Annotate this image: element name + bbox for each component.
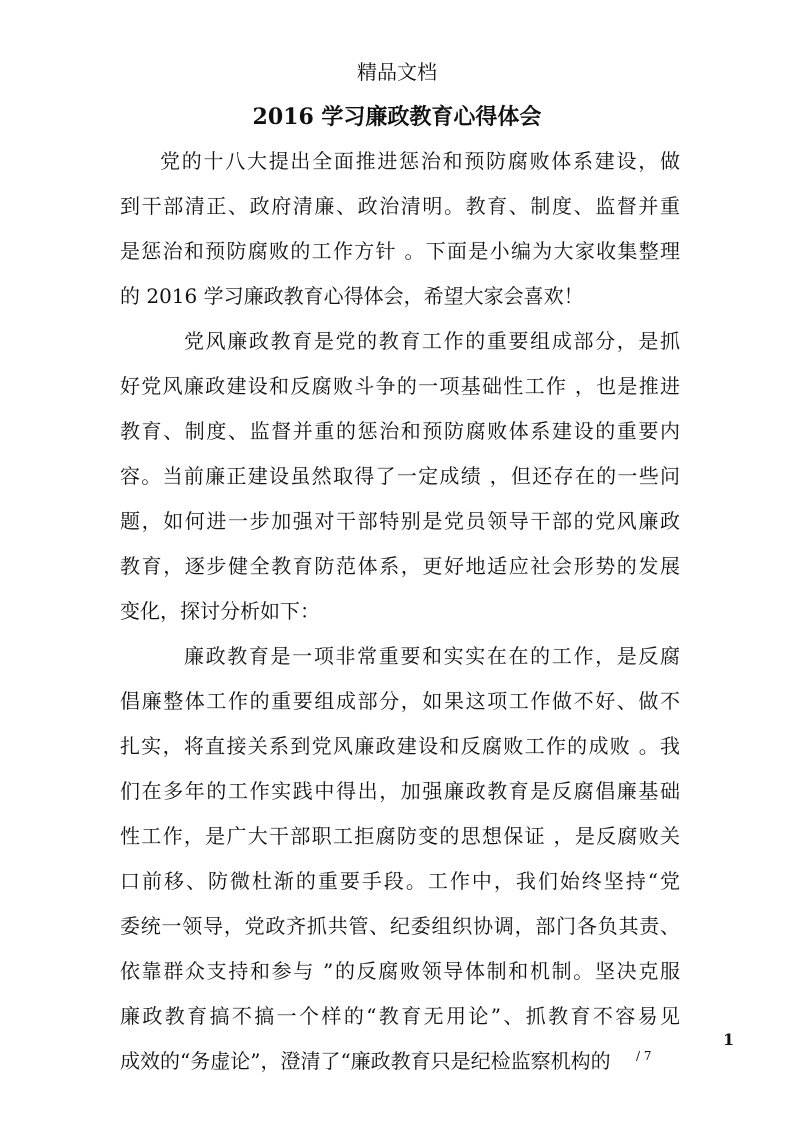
- paragraph-line: 依靠群众支持和参与 ”的反腐败领导体制和机制。坚决克服: [120, 959, 680, 983]
- paragraph-line: 好党风廉政建设和反腐败斗争的一项基础性工作 ，也是推进: [120, 374, 680, 398]
- paragraph-1: [120, 139, 680, 319]
- paragraph-line: 扎实，将直接关系到党风廉政建设和反腐败工作的成败 。我: [120, 734, 680, 758]
- paragraph-line: 党风廉政教育是党的教育工作的重要组成部分，是抓: [184, 329, 680, 353]
- paragraph-line: 的 2016 学习廉政教育心得体会，希望大家会喜欢！: [120, 284, 584, 308]
- paragraph-line: 党的十八大提出全面推进惩治和预防腐败体系建设，做: [160, 149, 680, 173]
- document-title: 2016 学习廉政教育心得体会: [252, 104, 542, 130]
- paragraph-line: 到干部清正、政府清廉、政治清明。教育、制度、监督并重: [120, 194, 680, 218]
- document-body: [120, 139, 680, 1084]
- paragraph-line: 成效的“务虚论”，澄清了“廉政教育只是纪检监察机构的: [120, 1049, 611, 1073]
- paragraph-line: 性工作，是广大干部职工拒腐防变的思想保证 ，是反腐败关: [120, 824, 680, 848]
- document-header: 精品文档: [357, 60, 437, 84]
- paragraph-line: 倡廉整体工作的重要组成部分，如果这项工作做不好、做不: [120, 689, 680, 713]
- paragraph-line: 们在多年的工作实践中得出，加强廉政教育是反腐倡廉基础: [120, 779, 680, 803]
- paragraph-line: 教育、制度、监督并重的惩治和预防腐败体系建设的重要内: [120, 419, 680, 443]
- paragraph-line: 教育，逐步健全教育防范体系，更好地适应社会形势的发展: [120, 554, 680, 578]
- page-total: / 7: [636, 1049, 652, 1063]
- paragraph-line: 题，如何进一步加强对干部特别是党员领导干部的党风廉政: [120, 509, 680, 533]
- paragraph-2: [120, 319, 680, 634]
- page-number: 1: [723, 1030, 735, 1049]
- paragraph-3: [120, 634, 680, 1084]
- paragraph-line: 委统一领导，党政齐抓共管、纪委组织协调，部门各负其责、: [120, 914, 680, 938]
- paragraph-line: 变化，探讨分析如下：: [120, 599, 320, 623]
- paragraph-line: 廉政教育是一项非常重要和实实在在的工作，是反腐: [184, 644, 680, 668]
- paragraph-line: 容。当前廉正建设虽然取得了一定成绩 ，但还存在的一些问: [120, 464, 680, 488]
- paragraph-line: 是惩治和预防腐败的工作方针 。下面是小编为大家收集整理: [120, 239, 680, 263]
- paragraph-line: 口前移、防微杜渐的重要手段。工作中，我们始终坚持“党: [120, 869, 680, 893]
- paragraph-line: 廉政教育搞不搞一个样的“教育无用论”、抓教育不容易见: [120, 1004, 680, 1028]
